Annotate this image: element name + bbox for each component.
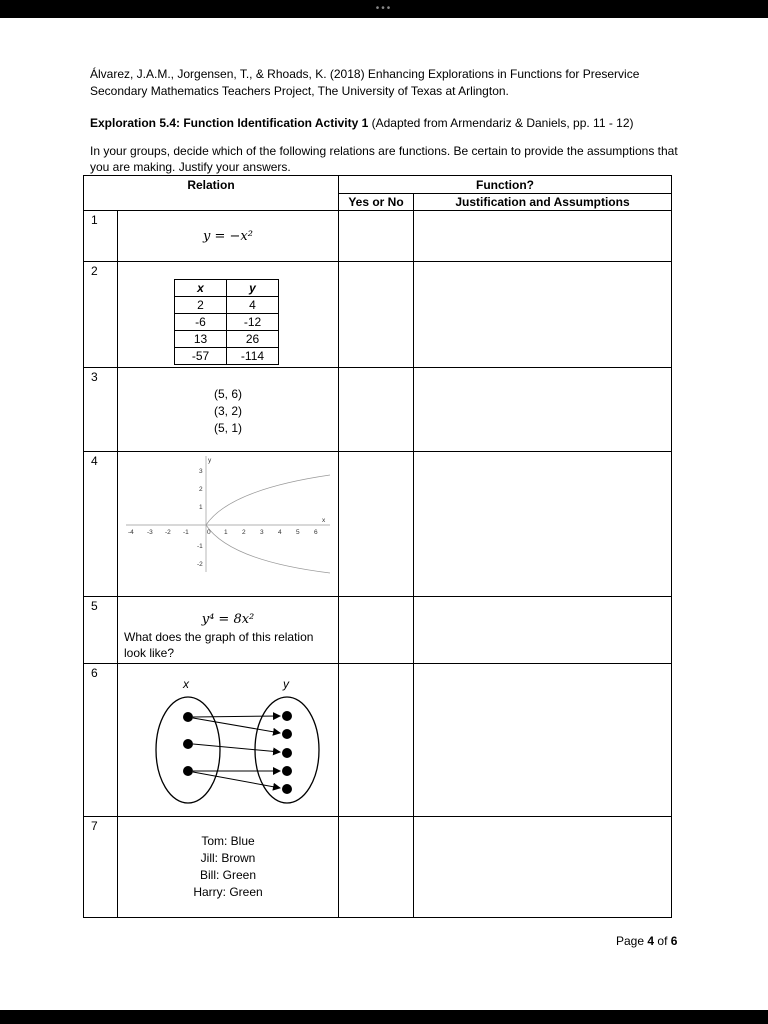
row-number: 5 — [84, 597, 118, 664]
justification-cell[interactable] — [414, 211, 672, 262]
parabola-graph — [118, 452, 338, 592]
yes-no-cell[interactable] — [339, 452, 414, 597]
justification-cell[interactable] — [414, 664, 672, 817]
yes-no-cell[interactable] — [339, 211, 414, 262]
domain-point — [183, 712, 193, 722]
x-header: x — [175, 280, 227, 297]
mapping-arrow — [193, 772, 280, 788]
x-tick: -1 — [183, 529, 189, 536]
x-value: 13 — [175, 331, 227, 348]
domain-point — [183, 739, 193, 749]
relation-cell — [118, 262, 339, 368]
row-number: 7 — [84, 817, 118, 918]
relations-table — [83, 175, 672, 918]
mapping-arrow — [193, 718, 280, 733]
upper-curve — [206, 475, 330, 525]
justification-cell[interactable] — [414, 817, 672, 918]
table-row — [84, 597, 672, 664]
y-value: -114 — [227, 348, 279, 365]
x-value: 2 — [175, 297, 227, 314]
range-point — [282, 748, 292, 758]
exploration-source: (Adapted from Armendariz & Daniels, pp. 11 - 12) — [371, 116, 634, 130]
top-bar — [0, 0, 768, 18]
exploration-heading — [90, 116, 634, 130]
of-word: of — [657, 934, 668, 948]
y-tick: -1 — [197, 543, 203, 550]
list-item: Jill: Brown — [200, 851, 256, 865]
yes-no-cell[interactable] — [339, 817, 414, 918]
pair: (5, 1) — [213, 421, 242, 435]
bottom-bar — [0, 1010, 768, 1024]
relation-cell — [118, 452, 339, 597]
x-tick: 0 — [207, 529, 211, 536]
y-value: -12 — [227, 314, 279, 331]
y-value: 4 — [227, 297, 279, 314]
x-tick: -2 — [165, 529, 171, 536]
domain-point — [183, 766, 193, 776]
row-number: 2 — [84, 262, 118, 368]
justification-cell[interactable] — [414, 452, 672, 597]
row-number: 6 — [84, 664, 118, 817]
x-tick: -4 — [128, 529, 134, 536]
mapping-arrow — [193, 744, 280, 752]
table-row — [84, 368, 672, 452]
total-pages: 6 — [670, 934, 678, 948]
row-number: 3 — [84, 368, 118, 452]
page-number — [616, 934, 677, 948]
y-value: 26 — [227, 331, 279, 348]
list-item: Bill: Green — [199, 868, 257, 882]
x-tick: 6 — [314, 529, 318, 536]
relation-cell — [118, 817, 339, 918]
x-tick: 3 — [260, 529, 264, 536]
yes-no-header: Yes or No — [339, 194, 414, 211]
y-tick: -2 — [197, 561, 203, 568]
list-item: Tom: Blue — [201, 834, 255, 848]
relation-header: Relation — [84, 176, 339, 211]
yes-no-cell[interactable] — [339, 262, 414, 368]
y-tick: 1 — [199, 504, 203, 511]
domain-label: x — [183, 677, 189, 691]
range-point — [282, 766, 292, 776]
y-axis-label: y — [208, 457, 212, 464]
more-icon: ••• — [375, 3, 393, 14]
range-point — [282, 711, 292, 721]
equation: y⁴ = 8x² — [201, 612, 255, 627]
relation-cell — [118, 597, 339, 664]
x-tick: -3 — [147, 529, 153, 536]
pair: (3, 2) — [213, 404, 242, 418]
x-tick: 5 — [296, 529, 300, 536]
y-header: y — [227, 280, 279, 297]
justification-header: Justification and Assumptions — [414, 194, 672, 211]
y-tick: 3 — [199, 468, 203, 475]
citation: Álvarez, J.A.M., Jorgensen, T., & Rhoads, K. (2018) Enhancing Explorations in Functions for Preservice Secondary Mathematics Teachers Project, The University of Texas at Arlington. — [90, 67, 640, 98]
ordered-pairs — [118, 386, 338, 437]
table-row — [84, 664, 672, 817]
graph-question: What does the graph of this relation look like? — [124, 630, 314, 660]
x-value: -6 — [175, 314, 227, 331]
table-row — [84, 452, 672, 597]
mapping-arrow — [193, 716, 280, 717]
yes-no-cell[interactable] — [339, 368, 414, 452]
row-number: 4 — [84, 452, 118, 597]
relation-cell — [118, 664, 339, 817]
row-number: 1 — [84, 211, 118, 262]
equation: y = −x² — [203, 229, 253, 244]
table-row — [84, 817, 672, 918]
justification-cell[interactable] — [414, 597, 672, 664]
x-tick: 1 — [224, 529, 228, 536]
exploration-title: Exploration 5.4: Function Identification Activity 1 — [90, 116, 369, 130]
relation-cell — [118, 211, 339, 262]
x-tick: 4 — [278, 529, 282, 536]
range-label: y — [283, 677, 289, 691]
justification-cell[interactable] — [414, 262, 672, 368]
relation-cell — [118, 368, 339, 452]
table-row — [84, 262, 672, 368]
instructions: In your groups, decide which of the following relations are functions. Be certain to provide the assumptions that you are making. Justify your answers. — [90, 144, 678, 174]
mapping-diagram — [118, 664, 338, 814]
pair: (5, 6) — [213, 387, 242, 401]
current-page: 4 — [647, 934, 655, 948]
list-item: Harry: Green — [193, 885, 263, 899]
range-point — [282, 784, 292, 794]
x-tick: 2 — [242, 529, 246, 536]
yes-no-cell[interactable] — [339, 664, 414, 817]
y-tick: 2 — [199, 486, 203, 493]
page-word: Page — [616, 934, 645, 948]
justification-cell[interactable] — [414, 368, 672, 452]
x-axis-label: x — [322, 517, 326, 524]
xy-table — [174, 279, 279, 365]
x-value: -57 — [175, 348, 227, 365]
range-point — [282, 729, 292, 739]
name-color-list — [118, 833, 338, 901]
yes-no-cell[interactable] — [339, 597, 414, 664]
table-row — [84, 211, 672, 262]
function-header: Function? — [339, 176, 672, 194]
